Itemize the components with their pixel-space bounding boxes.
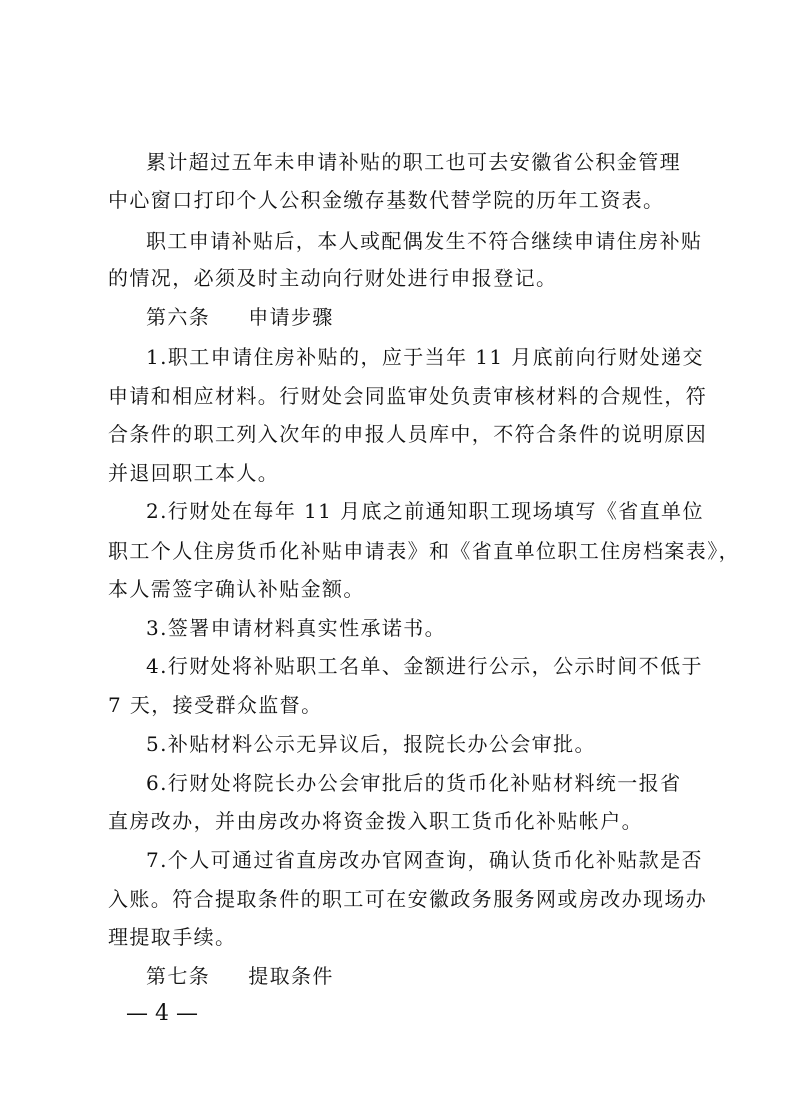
article-6-heading [146,303,334,331]
paragraph-line: 并退回职工本人。 [108,461,280,485]
paragraph-line: 直房改办，并由房改办将资金拨入职工货币化补贴帐户。 [108,809,643,833]
paragraph-line: 合条件的职工列入次年的申报人员库中，不符合条件的说明原因 [108,422,708,446]
paragraph-line: 职工个人住房货币化补贴申请表》和《省直单位职工住房档案表》， [108,539,740,563]
paragraph-line: 入账。符合提取条件的职工可在安徽政务服务网或房改办现场办 [108,887,708,911]
paragraph-line: 6.行财处将院长办公会审批后的货币化补贴材料统一报省 [146,771,682,795]
article-7-title: 提取条件 [248,964,334,988]
paragraph-line: 7 天，接受群众监督。 [108,693,323,717]
article-7-number: 第七条 [146,964,211,988]
article-7-heading [146,962,334,990]
article-6-number: 第六条 [146,305,211,329]
paragraph-line: 3.签署申请材料真实性承诺书。 [146,616,447,640]
paragraph-line: 中心窗口打印个人公积金缴存基数代替学院的历年工资表。 [108,188,665,212]
paragraph-line: 2.行财处在每年 11 月底之前通知职工现场填写《省直单位 [146,499,704,523]
paragraph-line: 4.行财处将补贴职工名单、金额进行公示，公示时间不低于 [146,654,703,678]
paragraph-line: 职工申请补贴后，本人或配偶发生不符合继续申请住房补贴 [146,229,703,253]
paragraph-line: 5.补贴材料公示无异议后，报院长办公会审批。 [146,732,596,756]
page-number: — 4 — [126,1001,198,1026]
paragraph-line: 的情况，必须及时主动向行财处进行申报登记。 [108,266,558,290]
paragraph-line: 本人需签字确认补贴金额。 [108,577,365,601]
paragraph-line: 申请和相应材料。行财处会同监审处负责审核材料的合规性，符 [108,384,708,408]
paragraph-line: 7.个人可通过省直房改办官网查询，确认货币化补贴款是否 [146,848,703,872]
paragraph-line: 1.职工申请住房补贴的，应于当年 11 月底前向行财处递交 [146,345,704,369]
paragraph-line: 理提取手续。 [108,925,237,949]
article-6-title: 申请步骤 [248,305,334,329]
paragraph-line: 累计超过五年未申请补贴的职工也可去安徽省公积金管理 [146,150,681,174]
